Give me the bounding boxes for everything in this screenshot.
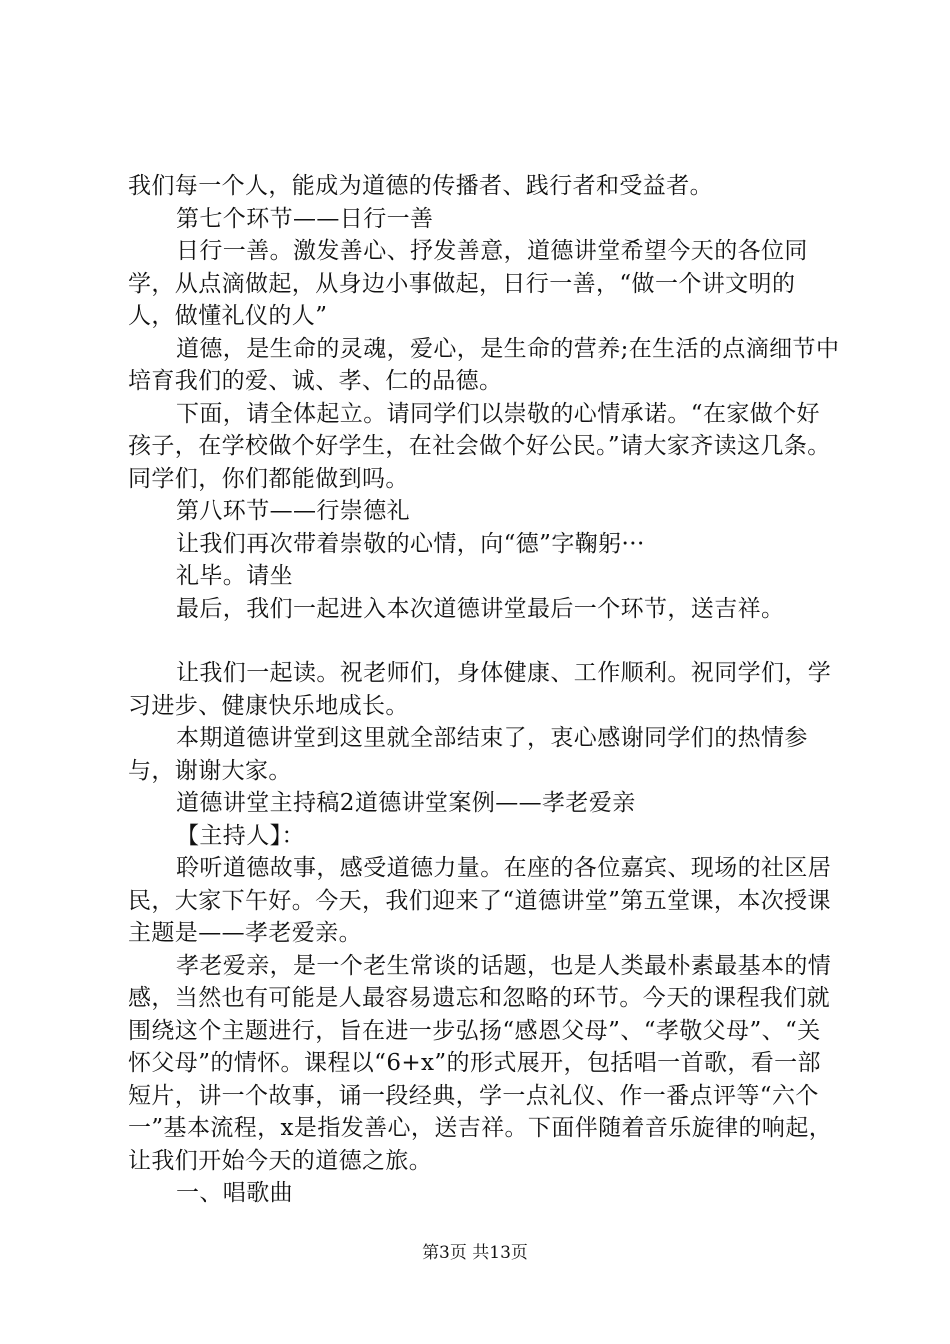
paragraph: 本期道德讲堂到这里就全部结束了，衷心感谢同学们的热情参与，谢谢大家。 bbox=[128, 725, 808, 784]
paragraph: 下面，请全体起立。请同学们以崇敬的心情承诺。“在家做个好孩子，在学校做个好学生，在社会做个好公民。”请大家齐读这几条。同学们，你们都能做到吗。 bbox=[128, 400, 831, 492]
paragraph: 道德，是生命的灵魂，爱心，是生命的营养;在生活的点滴细节中培育我们的爱、诚、孝、仁的品德。 bbox=[128, 335, 840, 394]
paragraph: 聆听道德故事，感受道德力量。在座的各位嘉宾、现场的社区居民，大家下午好。今天，我们迎来了“道德讲堂”第五堂课，本次授课主题是——孝老爱亲。 bbox=[128, 855, 832, 946]
paragraph: 我们每一个人，能成为道德的传播者、践行者和受益者。 bbox=[128, 173, 713, 199]
section-heading: 一、唱歌曲 bbox=[176, 1180, 293, 1206]
speaker-label: 【主持人】： bbox=[176, 822, 305, 849]
document-body bbox=[128, 170, 840, 1210]
blank-line bbox=[128, 625, 840, 657]
paragraph: 日行一善。激发善心、抒发善意，道德讲堂希望今天的各位同学，从点滴做起，从身边小事做起，日行一善，“做一个讲文明的人，做懂礼仪的人” bbox=[128, 238, 808, 329]
document-title: 道德讲堂主持稿2道德讲堂案例——孝老爱亲 bbox=[176, 790, 636, 816]
paragraph: 礼毕。请坐 bbox=[176, 563, 293, 589]
section-heading: 第七个环节——日行一善 bbox=[176, 205, 434, 232]
paragraph: 最后，我们一起进入本次道德讲堂最后一个环节，送吉祥。 bbox=[176, 595, 785, 622]
section-heading: 第八环节——行崇德礼 bbox=[176, 498, 410, 524]
page-number: 第3页 共13页 bbox=[422, 1243, 528, 1263]
paragraph: 让我们再次带着崇敬的心情，向“德”字鞠躬··· bbox=[176, 530, 645, 557]
paragraph: 让我们一起读。祝老师们，身体健康、工作顺利。祝同学们，学习进步、健康快乐地成长。 bbox=[128, 660, 832, 719]
paragraph: 孝老爱亲，是一个老生常谈的话题，也是人类最朴素最基本的情感，当然也有可能是人最容易遗忘和忽略的环节。今天的课程我们就围绕这个主题进行，旨在进一步弘扬“感恩父母”、“孝敬父母”、“关怀父母”的情怀。课程以“6+x”的形式展开，包括唱一首歌，看一部短片，讲一个故事，诵一段经典，学一点礼仪、作一番点评等“六个一”基本流程，x是指发善心，送吉祥。下面伴随着音乐旋律的响起，让我们开始今天的道德之旅。 bbox=[128, 952, 833, 1174]
